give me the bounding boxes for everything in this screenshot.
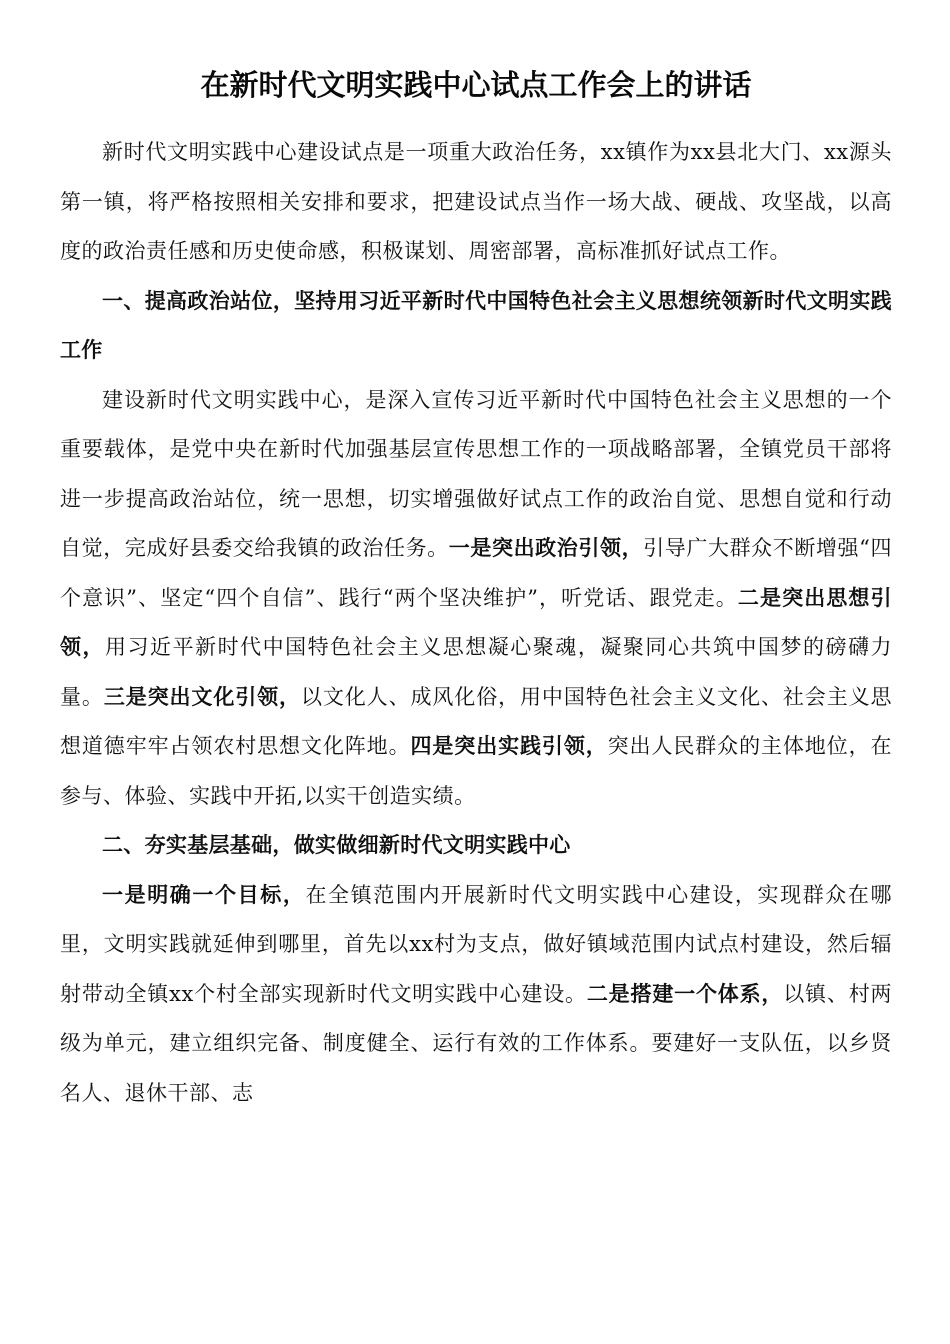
bold-lead: 一是突出政治引领， (448, 536, 644, 560)
bold-lead: 二是突出思想引领， (60, 585, 892, 659)
bold-lead: 一是明确一个目标， (102, 882, 306, 907)
text-run: 以镇、村两级为单元，建立组织完备、制度健全、运行有效的工作体系。要建好一支队伍，以乡贤名人、退休干部、志 (60, 981, 893, 1105)
document-title: 在新时代文明实践中心试点工作会上的讲话 (200, 68, 752, 102)
bold-lead: 四是突出实践引领， (410, 734, 608, 758)
text-run: 建设新时代文明实践中心，是深入宣传习近平新时代中国特色社会主义思想的一个重要载体，是党中央在新时代加强基层宣传思想工作的一项战略部署，全镇党员干部将进一步提高政治站位，统一思想，切实增强做好试点工作的政治自觉、思想自觉和行动自觉，完成好县委交给我镇的政治任务。 (60, 387, 892, 560)
text-run: 突出人民群众的主体地位，在参与、体验、实践中开拓,以实干创造实绩。 (60, 734, 893, 808)
bold-lead: 二是搭建一个体系， (586, 981, 784, 1006)
text-run: 以文化人、成风化俗，用中国特色社会主义文化、社会主义思想道德牢牢占领农村思想文化阵地。 (60, 684, 893, 758)
text-run: 引导广大群众不断增强“四个意识”、坚定“四个自信”、践行“两个坚决维护”，听党话、跟党走。 (60, 536, 892, 610)
section-heading-1: 一、提高政治站位，坚持用习近平新时代中国特色社会主义思想统领新时代文明实践工作 (60, 288, 892, 362)
document-body (60, 58, 892, 1118)
section-heading-2: 二、夯实基层基础，做实做细新时代文明实践中心 (102, 833, 571, 857)
section-2-paragraph (60, 871, 892, 1119)
intro-paragraph (60, 128, 892, 277)
text-run: 用习近平新时代中国特色社会主义思想凝心聚魂，凝聚同心共筑中国梦的磅礴力量。 (60, 635, 893, 709)
section-1-paragraph (60, 376, 892, 822)
bold-lead: 三是突出文化引领， (103, 684, 301, 709)
text-run: 在全镇范围内开展新时代文明实践中心建设，实现群众在哪里，文明实践就延伸到哪里，首先以xx村为支点，做好镇域范围内试点村建设，然后辐射带动全镇xx个村全部实现新时代文明实践中心建设。 (60, 882, 893, 1006)
text-run: 新时代文明实践中心建设试点是一项重大政治任务，xx镇作为xx县北大门、xx源头第一镇，将严格按照相关安排和要求，把建设试点当作一场大战、硬战、攻坚战，以高度的政治责任感和历史使命感，积极谋划、周密部署，高标准抓好试点工作。 (60, 140, 892, 263)
